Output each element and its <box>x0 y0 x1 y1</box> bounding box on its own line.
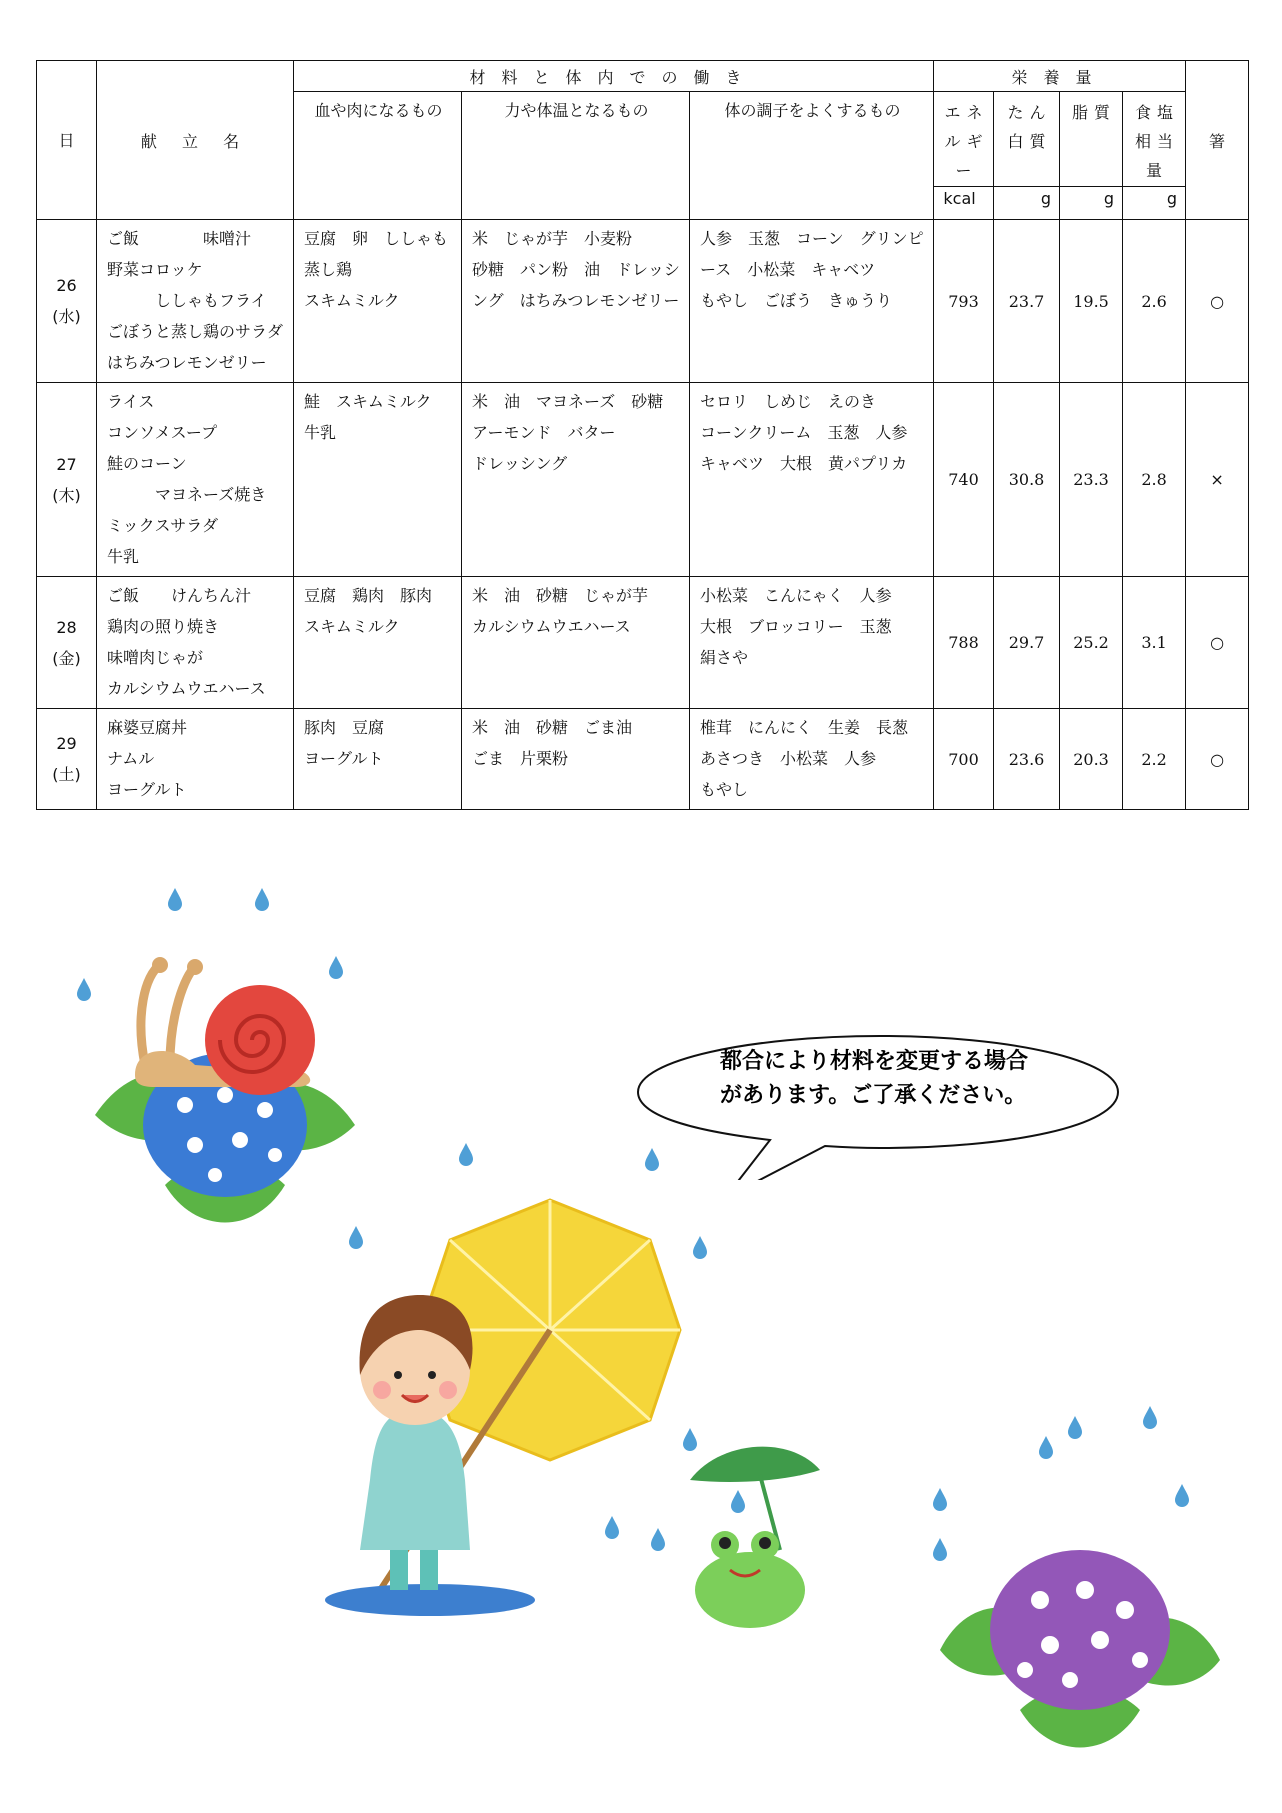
frog-leaf-illustration <box>680 1440 840 1640</box>
day-cell: 29 (土) <box>37 709 97 810</box>
purple-hydrangea-illustration <box>930 1500 1230 1760</box>
menu-names: 麻婆豆腐丼 ナムル ヨーグルト <box>97 709 294 810</box>
chopsticks-mark: ○ <box>1186 577 1249 709</box>
menu-names: ご飯 けんちん汁 鶏肉の照り焼き 味噌肉じゃが カルシウムウエハース <box>97 577 294 709</box>
energy-value: 740 <box>934 383 994 577</box>
header-energy: エネ ルギ ー <box>934 92 994 187</box>
blood-meat-foods: 豆腐 卵 ししゃも 蒸し鶏 スキムミルク <box>294 220 462 383</box>
header-blood-meat: 血や肉になるもの <box>294 92 462 220</box>
header-day: 日 <box>37 61 97 220</box>
header-nutrition: 栄養量 <box>934 61 1186 92</box>
menu-names: ライス コンソメスープ 鮭のコーン マヨネーズ焼き ミックスサラダ 牛乳 <box>97 383 294 577</box>
chopsticks-mark: × <box>1186 383 1249 577</box>
salt-value: 2.2 <box>1123 709 1186 810</box>
blood-meat-foods: 鮭 スキムミルク 牛乳 <box>294 383 462 577</box>
unit-g: g <box>994 187 1060 220</box>
header-materials: 材料と体内での働き <box>294 61 934 92</box>
energy-value: 788 <box>934 577 994 709</box>
blood-meat-foods: 豚肉 豆腐 ヨーグルト <box>294 709 462 810</box>
day-cell: 28 (金) <box>37 577 97 709</box>
table-row <box>37 220 1249 383</box>
chopsticks-mark: ○ <box>1186 709 1249 810</box>
protein-value: 23.6 <box>994 709 1060 810</box>
protein-value: 29.7 <box>994 577 1060 709</box>
table-row <box>37 383 1249 577</box>
blood-meat-foods: 豆腐 鶏肉 豚肉 スキムミルク <box>294 577 462 709</box>
menu-table <box>36 60 1249 810</box>
body-condition-foods: セロリ しめじ えのき コーンクリーム 玉葱 人参 キャベツ 大根 黄パプリカ <box>690 383 934 577</box>
fat-value: 19.5 <box>1060 220 1123 383</box>
menu-names: ご飯 味噌汁 野菜コロッケ ししゃもフライ ごぼうと蒸し鶏のサラダ はちみつレモンゼリー <box>97 220 294 383</box>
chopsticks-mark: ○ <box>1186 220 1249 383</box>
header-fat: 脂質 <box>1060 92 1123 187</box>
header-protein: たん 白質 <box>994 92 1060 187</box>
unit-g: g <box>1060 187 1123 220</box>
notice-text: 都合により材料を変更する場合 があります。ご了承ください。 <box>720 1049 1029 1108</box>
salt-value: 3.1 <box>1123 577 1186 709</box>
body-condition-foods: 椎茸 にんにく 生姜 長葱 あさつき 小松菜 人参 もやし <box>690 709 934 810</box>
power-heat-foods: 米 じゃが芋 小麦粉 砂糖 パン粉 油 ドレッシ ング はちみつレモンゼリー <box>462 220 690 383</box>
day-cell: 27 (木) <box>37 383 97 577</box>
fat-value: 20.3 <box>1060 709 1123 810</box>
header-power-heat: 力や体温となるもの <box>462 92 690 220</box>
protein-value: 30.8 <box>994 383 1060 577</box>
power-heat-foods: 米 油 砂糖 ごま油 ごま 片栗粉 <box>462 709 690 810</box>
fat-value: 23.3 <box>1060 383 1123 577</box>
unit-kcal: kcal <box>934 187 994 220</box>
protein-value: 23.7 <box>994 220 1060 383</box>
power-heat-foods: 米 油 砂糖 じゃが芋 カルシウムウエハース <box>462 577 690 709</box>
header-chopsticks: 箸 <box>1186 61 1249 220</box>
power-heat-foods: 米 油 マヨネーズ 砂糖 アーモンド バター ドレッシング <box>462 383 690 577</box>
header-body-condition: 体の調子をよくするもの <box>690 92 934 220</box>
day-cell: 26 (水) <box>37 220 97 383</box>
table-row <box>37 709 1249 810</box>
body-condition-foods: 小松菜 こんにゃく 人参 大根 ブロッコリー 玉葱 絹さや <box>690 577 934 709</box>
table-row <box>37 577 1249 709</box>
salt-value: 2.6 <box>1123 220 1186 383</box>
unit-g: g <box>1123 187 1186 220</box>
header-salt: 食塩 相当 量 <box>1123 92 1186 187</box>
energy-value: 700 <box>934 709 994 810</box>
fat-value: 25.2 <box>1060 577 1123 709</box>
body-condition-foods: 人参 玉葱 コーン グリンピ ース 小松菜 キャベツ もやし ごぼう きゅうり <box>690 220 934 383</box>
girl-umbrella-illustration <box>320 1180 700 1620</box>
salt-value: 2.8 <box>1123 383 1186 577</box>
header-menu-name: 献 立 名 <box>97 61 294 220</box>
energy-value: 793 <box>934 220 994 383</box>
